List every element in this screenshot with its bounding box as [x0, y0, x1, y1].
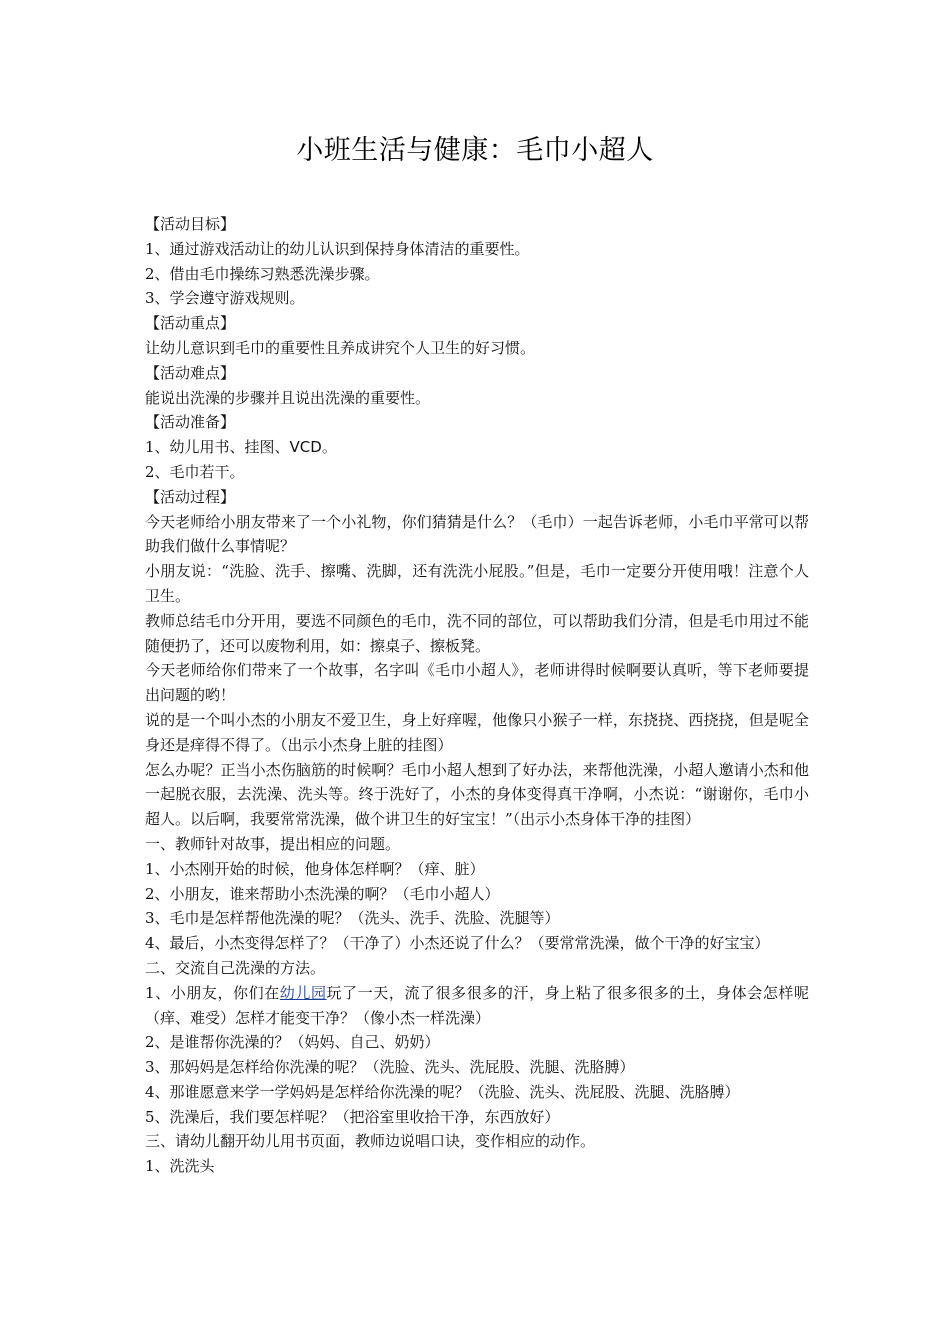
part-2-item-2: 2、是谁帮你洗澡的？（妈妈、自己、奶奶）	[145, 1033, 440, 1052]
focus-text: 让幼儿意识到毛巾的重要性且养成讲究个人卫生的好习惯。	[145, 338, 536, 357]
part-2-item-1	[145, 981, 809, 1031]
kindergarten-link[interactable]: 幼儿园	[279, 983, 327, 1002]
vcd-label: VCD	[289, 438, 322, 457]
difficulty-heading: 【活动难点】	[145, 363, 236, 382]
focus-heading: 【活动重点】	[145, 314, 236, 333]
part-2-item-4: 4、那谁愿意来学一学妈妈是怎样给你洗澡的呢？（洗脸、洗头、洗屁股、洗腿、洗胳膊）	[145, 1082, 740, 1101]
goal-item-3: 3、学会遵守游戏规则。	[145, 289, 305, 308]
goal-item-2: 2、借由毛巾操练习熟悉洗澡步骤。	[145, 264, 380, 283]
process-paragraph-2: 小朋友说：“洗脸、洗手、擦嘴、洗脚，还有洗洗小屁股。”但是，毛巾一定要分开使用哦！注意个人卫生。	[145, 562, 809, 605]
part-2-item-3: 3、那妈妈是怎样给你洗澡的呢？（洗脸、洗头、洗屁股、洗腿、洗胳膊）	[145, 1058, 635, 1077]
process-paragraph-3: 教师总结毛巾分开用，要选不同颜色的毛巾，洗不同的部位，可以帮助我们分清，但是毛巾用过不能随便扔了，还可以废物利用，如：擦桌子、擦板凳。	[145, 611, 809, 655]
question-3: 3、毛巾是怎样帮他洗澡的呢？（洗头、洗手、洗脸、洗腿等）	[145, 909, 560, 928]
question-4: 4、最后，小杰变得怎样了？（干净了）小杰还说了什么？（要常常洗澡，做个干净的好宝宝）	[145, 934, 770, 953]
goals-heading: 【活动目标】	[145, 215, 236, 233]
part-2-item-1-end: 玩了一天，流了很多很多的汗，身上粘了很多很多的土，身体会怎样呢（痒、难受）怎样才能变干净？（像小杰一样洗澡）	[145, 983, 809, 1027]
part-2-heading: 二、交流自己洗澡的方法。	[145, 958, 326, 977]
part-2-item-1-start: 1、小朋友，你们在	[145, 983, 280, 1002]
part-3-heading: 三、请幼儿翻开幼儿用书页面，教师边说唱口诀，变作相应的动作。	[145, 1132, 596, 1151]
goal-item-1: 1、通过游戏活动让的幼儿认识到保持身体清洁的重要性。	[145, 239, 530, 258]
preparation-item-2: 2、毛巾若干。	[145, 462, 245, 481]
process-paragraph-4: 今天老师给你们带来了一个故事，名字叫《毛巾小超人》，老师讲得时候啊要认真听，等下老师要提出问题的哟！	[145, 661, 809, 705]
question-2: 2、小朋友，谁来帮助小杰洗澡的啊？（毛巾小超人）	[145, 884, 500, 903]
difficulty-text: 能说出洗澡的步骤并且说出洗澡的重要性。	[145, 388, 431, 407]
part-3-item-1: 1、洗洗头	[145, 1157, 215, 1176]
question-1: 1、小杰刚开始的时候，他身体怎样啊？（痒、脏）	[145, 859, 485, 878]
process-paragraph-5: 说的是一个叫小杰的小朋友不爱卫生，身上好痒喔，他像只小猴子一样，东挠挠、西挠挠，但是呢全身还是痒得不得了。（出示小杰身上脏的挂图）	[145, 710, 809, 754]
preparation-heading: 【活动准备】	[145, 413, 236, 432]
part-2-item-5: 5、洗澡后，我们要怎样呢？（把浴室里收拾干净，东西放好）	[145, 1107, 560, 1126]
process-paragraph-6: 怎么办呢？正当小杰伤脑筋的时候啊？毛巾小超人想到了好办法，来帮他洗澡，小超人邀请小杰和他一起脱衣服，去洗澡、洗头等。终于洗好了，小杰的身体变得真干净啊，小杰说：“谢谢你，毛巾小超人。以后啊，我要常常洗澡，做个讲卫生的好宝宝！”（出示小杰身体干净的挂图）	[145, 760, 809, 829]
process-heading: 【活动过程】	[145, 487, 236, 506]
document-title: 小班生活与健康：毛巾小超人	[296, 135, 654, 166]
preparation-item-1-end: 。	[321, 438, 337, 457]
preparation-item-1	[145, 435, 809, 460]
document-body	[145, 212, 809, 1179]
part-1-heading: 一、教师针对故事，提出相应的问题。	[145, 834, 401, 853]
preparation-item-1-text: 1、幼儿用书、挂图、	[145, 438, 290, 457]
process-paragraph-1: 今天老师给小朋友带来了一个小礼物，你们猜猜是什么？（毛巾）一起告诉老师，小毛巾平常可以帮助我们做什么事情呢？	[145, 512, 809, 556]
